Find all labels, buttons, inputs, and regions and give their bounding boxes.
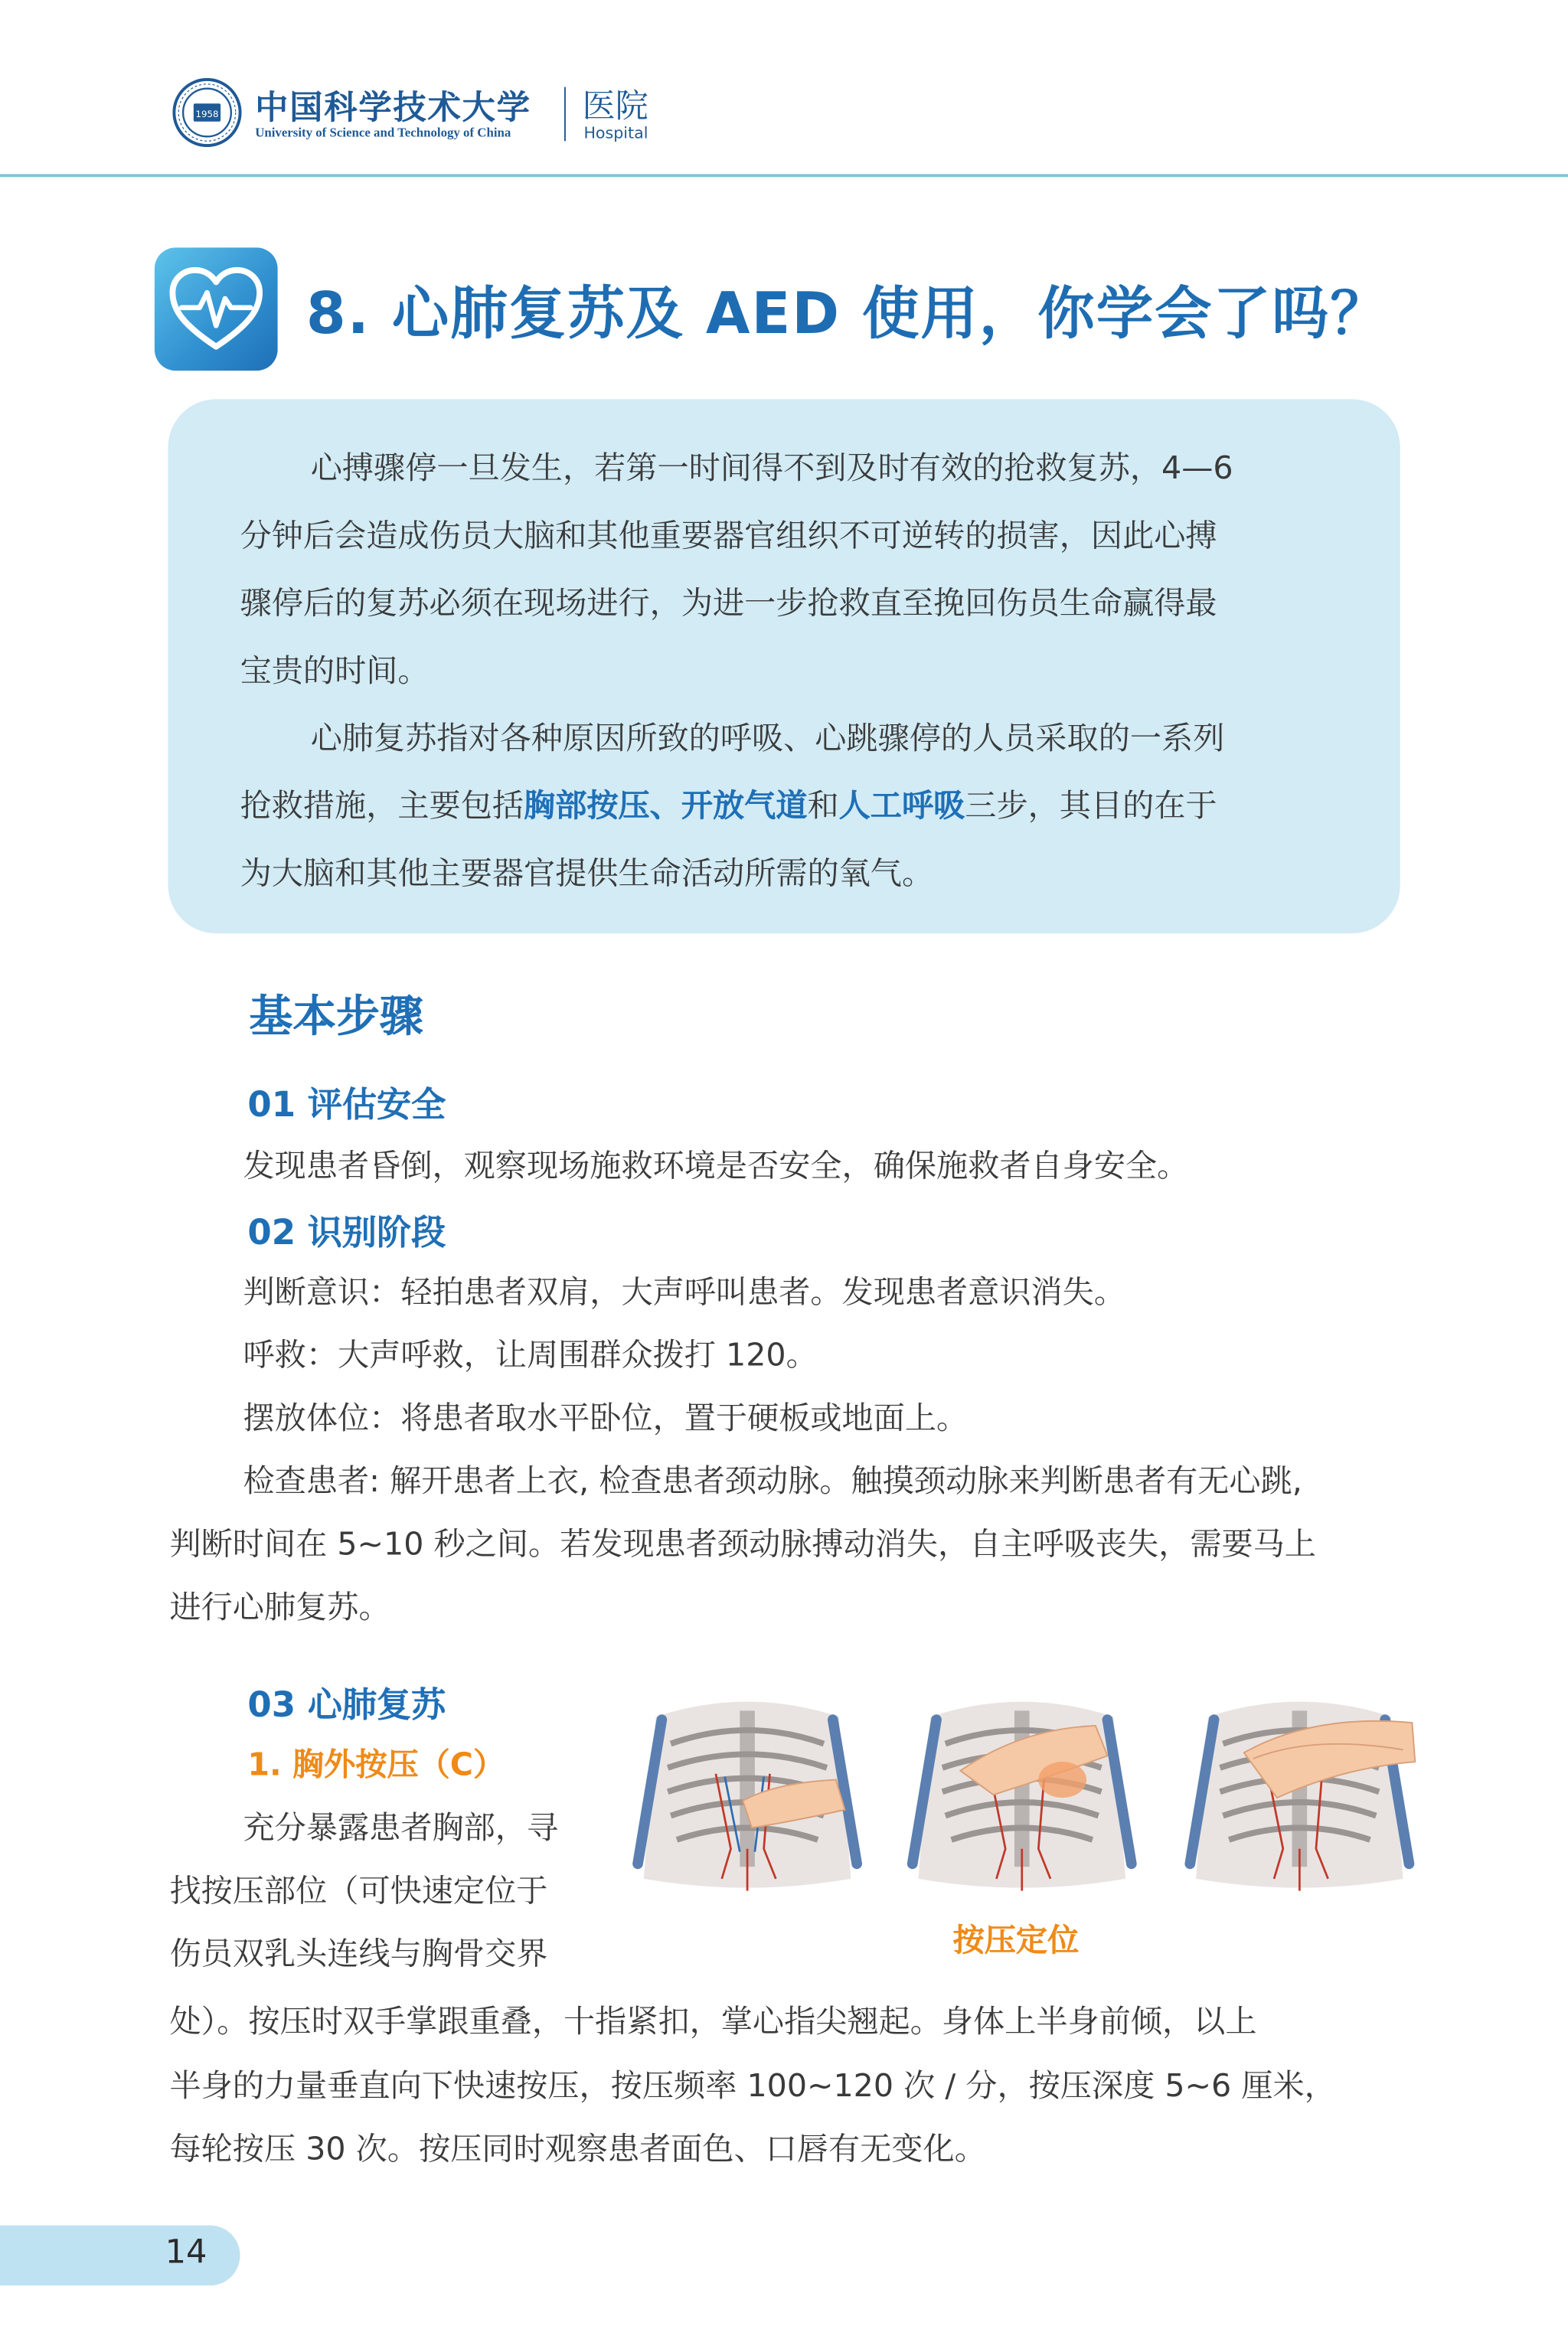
hospital-name-en: Hospital xyxy=(583,124,648,143)
highlight-term: 胸部按压、开放气道 xyxy=(524,788,808,825)
highlight-term: 人工呼吸 xyxy=(838,788,965,825)
step-text: 每轮按压 30 次。按压同时观察患者面色、口唇有无变化。 xyxy=(169,2131,986,2167)
step-text: 处）。按压时双手掌跟重叠，十指紧扣，掌心指尖翘起。身体上半身前倾，以上 xyxy=(169,2003,1257,2040)
page-number: 14 xyxy=(165,2234,207,2272)
intro-line: 宝贵的时间。 xyxy=(240,652,430,689)
cpr-illustration-1 xyxy=(626,1684,869,1896)
intro-line: 心肺复苏指对各种原因所致的呼吸、心跳骤停的人员采取的一系列 xyxy=(310,720,1225,756)
heart-pulse-icon xyxy=(155,247,278,371)
intro-line: 分钟后会造成伤员大脑和其他重要器官组织不可逆转的损害，因此心搏 xyxy=(240,518,1217,554)
image-caption: 按压定位 xyxy=(952,1922,1080,1958)
step-text: 伤员双乳头连线与胸骨交界 xyxy=(169,1936,548,1972)
hospital-name-cn: 医院 xyxy=(582,88,648,126)
step-text: 充分暴露患者胸部，寻 xyxy=(243,1809,559,1846)
header-divider xyxy=(564,87,566,142)
step-heading: 02 识别阶段 xyxy=(247,1214,446,1253)
step-heading: 03 心肺复苏 xyxy=(247,1687,446,1726)
step-text: 判断意识：轻拍患者双肩，大声呼叫患者。发现患者意识消失。 xyxy=(243,1274,1125,1311)
header-rule xyxy=(0,174,1568,177)
step-subheading: 1. 胸外按压（C） xyxy=(247,1746,505,1783)
step-text: 半身的力量垂直向下快速按压，按压频率 100~120 次 / 分，按压深度 5~6 厘米， xyxy=(169,2067,1336,2104)
university-seal-logo xyxy=(172,78,241,147)
seal-year: 1958 xyxy=(195,108,219,119)
step-text: 发现患者昏倒，观察现场施救环境是否安全，确保施救者自身安全。 xyxy=(243,1148,1189,1184)
intro-line: 心搏骤停一旦发生，若第一时间得不到及时有效的抢救复苏，4—6 xyxy=(310,450,1233,487)
step-heading: 01 评估安全 xyxy=(247,1086,446,1125)
intro-text: 抢救措施，主要包括 xyxy=(240,788,524,825)
step-text: 摆放体位：将患者取水平卧位，置于硬板或地面上。 xyxy=(243,1400,969,1436)
intro-text: 三步，其目的在于 xyxy=(965,788,1217,825)
cpr-illustration-2 xyxy=(900,1684,1144,1896)
page-title: 8. 心肺复苏及 AED 使用，你学会了吗？ xyxy=(305,280,1389,347)
university-name-en: University of Science and Technology of China xyxy=(255,124,511,140)
step-text: 检查患者: 解开患者上衣, 检查患者颈动脉。触摸颈动脉来判断患者有无心跳, xyxy=(243,1463,1302,1500)
intro-line: 为大脑和其他主要器官提供生命活动所需的氧气。 xyxy=(240,855,934,892)
step-text: 判断时间在 5~10 秒之间。若发现患者颈动脉搏动消失，自主呼吸丧失，需要马上 xyxy=(169,1526,1316,1563)
intro-line-highlighted xyxy=(240,782,1217,827)
step-text: 呼救：大声呼救，让周围群众拨打 120。 xyxy=(243,1337,818,1374)
university-name-cn: 中国科学技术大学 xyxy=(255,88,531,128)
intro-text: 和 xyxy=(807,788,839,825)
step-text: 进行心肺复苏。 xyxy=(169,1589,390,1625)
step-text: 找按压部位（可快速定位于 xyxy=(169,1873,548,1909)
section-title: 基本步骤 xyxy=(249,990,423,1042)
intro-line: 骤停后的复苏必须在现场进行，为进一步抢救直至挽回伤员生命赢得最 xyxy=(240,585,1217,622)
cpr-illustration-3 xyxy=(1178,1684,1422,1896)
